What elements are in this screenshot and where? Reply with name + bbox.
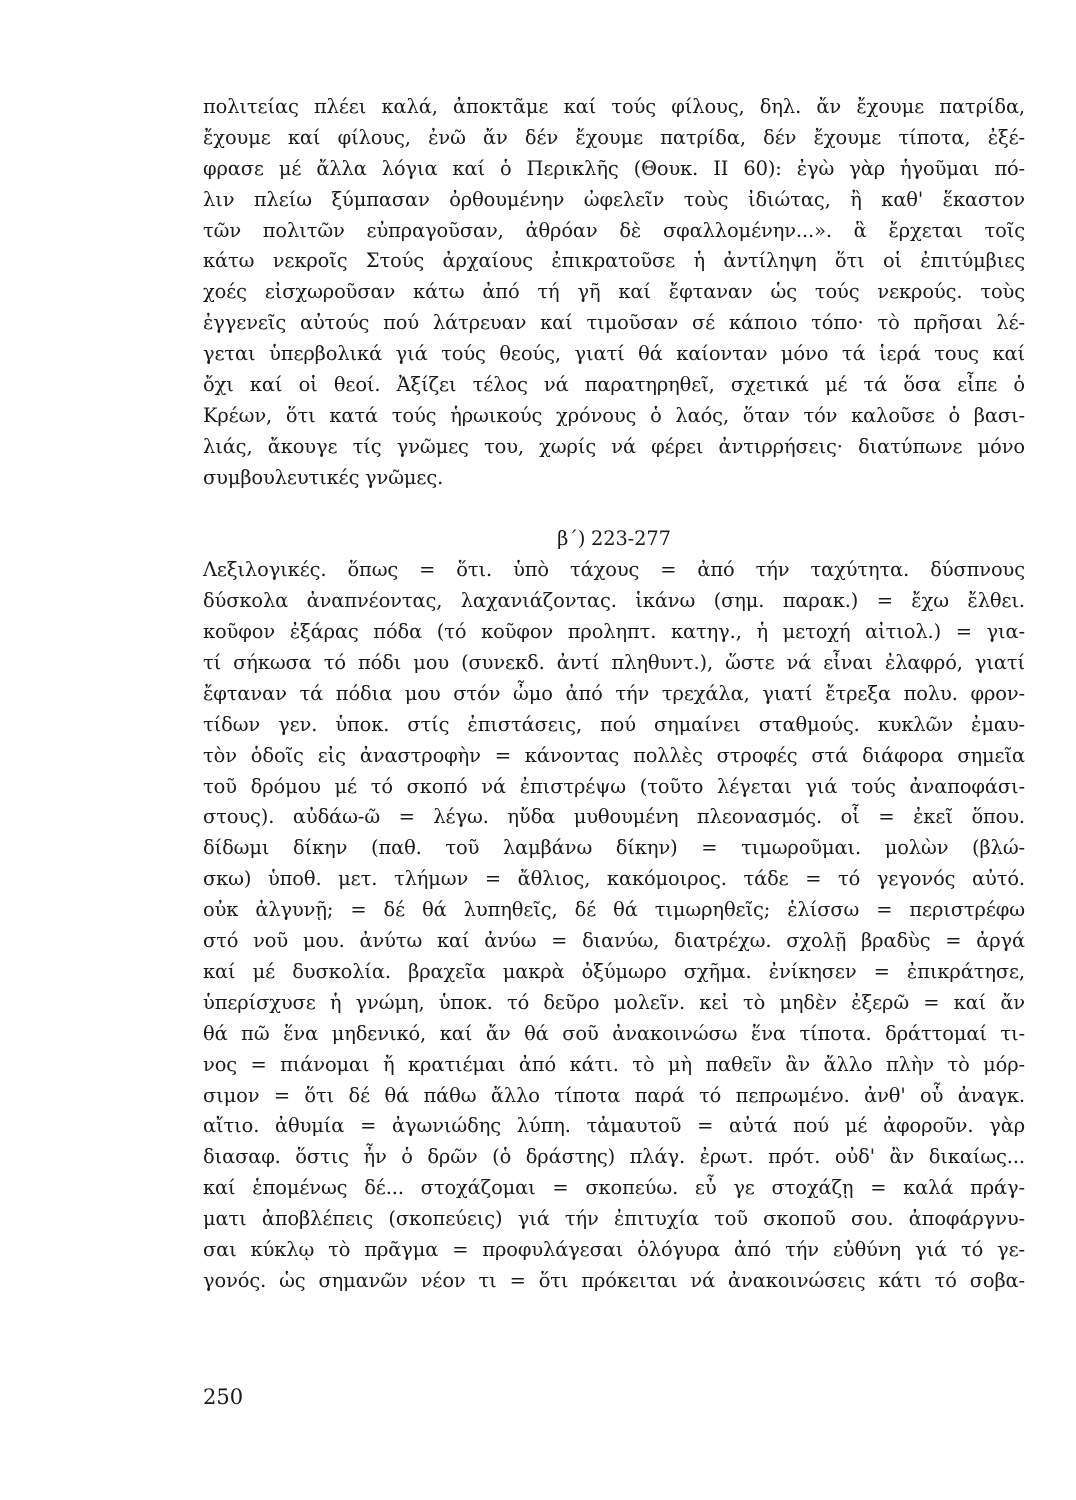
text-line: συμβουλευτικές γνῶμες. (203, 465, 444, 489)
main-text-block (203, 92, 1025, 1297)
text-line: δίδωμι δίκην (παθ. τοῦ λαμβάνω δίκην) = τιμωροῦμαι. μολὼν (βλώ- (203, 836, 1025, 860)
text-line: νος = πιάνομαι ἤ κρατιέμαι ἀπό κάτι. τὸ μὴ παθεῖν ἂν ἄλλο πλὴν τὸ μόρ- (203, 1052, 1025, 1076)
text-line: ἔχουμε καί φίλους, ἐνῶ ἄν δέν ἔχουμε πατρίδα, δέν ἔχουμε τίποτα, ἐξέ- (203, 125, 1025, 149)
text-line: αἴτιο. ἀθυμία = ἀγωνιώδης λύπη. τἀμαυτοῦ = αὐτά πού μέ ἀφοροῦν. γὰρ (203, 1114, 1025, 1138)
text-line: ἔφταναν τά πόδια μου στόν ὦμο ἀπό τήν τρεχάλα, γιατί ἔτρεξα πολυ. φρον- (203, 681, 1025, 705)
text-line: ὑπερίσχυσε ἡ γνώμη, ὑποκ. τό δεῦρο μολεῖν. κεἰ τὸ μηδὲν ἐξερῶ = καί ἄν (203, 990, 1025, 1014)
text-line: δύσκολα ἀναπνέοντας, λαχανιάζοντας. ἱκάνω (σημ. παρακ.) = ἔχω ἔλθει. (203, 589, 1025, 613)
text-line: κοῦφον ἐξάρας πόδα (τό κοῦφον προληπτ. κατηγ., ἡ μετοχή αἰτιολ.) = για- (203, 620, 1025, 644)
text-line: ὄχι καί οἱ θεοί. Ἀξίζει τέλος νά παρατηρηθεῖ, σχετικά μέ τά ὅσα εἶπε ὁ (203, 373, 1025, 397)
text-line: τίδων γεν. ὑποκ. στίς ἐπιστάσεις, πού σημαίνει σταθμούς. κυκλῶν ἐμαυ- (203, 712, 1025, 736)
text-line: γεται ὑπερβολικά γιά τούς θεούς, γιατί θά καίονταν μόνο τά ἱερά τους καί (203, 342, 1025, 366)
section-heading: β΄) 223-277 (557, 527, 671, 551)
text-line: τὸν ὁδοῖς εἰς ἀναστροφὴν = κάνοντας πολλὲς στροφές στά διάφορα σημεῖα (203, 743, 1025, 767)
text-line: Λεξιλογικές. ὅπως = ὅτι. ὑπὸ τάχους = ἀπό τήν ταχύτητα. δύσπνους (203, 558, 1025, 582)
text-line: ματι ἀποβλέπεις (σκοπεύεις) γιά τήν ἐπιτυχία τοῦ σκοποῦ σου. ἀποφάργνυ- (203, 1207, 1025, 1231)
blank-line (203, 494, 1025, 525)
text-line: κάτω νεκροῖς Στούς ἀρχαίους ἐπικρατοῦσε ἡ ἀντίληψη ὅτι οἱ ἐπιτύμβιες (203, 249, 1025, 273)
text-line: διασαφ. ὅστις ἦν ὁ δρῶν (ὁ δράστης) πλάγ. ἐρωτ. πρότ. οὐδ' ἂν δικαίως... (203, 1145, 1025, 1169)
page-number: 250 (203, 1385, 244, 1409)
text-line: στους). αὐδάω-ῶ = λέγω. ηὔδα μυθουμένη πλεονασμός. οἷ = ἐκεῖ ὅπου. (203, 805, 1025, 829)
text-line: λιάς, ἄκουγε τίς γνῶμες του, χωρίς νά φέρει ἀντιρρήσεις· διατύπωνε μόνο (203, 434, 1025, 458)
text-line: γονός. ὡς σημανῶν νέον τι = ὅτι πρόκειται νά ἀνακοινώσεις κάτι τό σοβα- (203, 1268, 1025, 1292)
text-line: πολιτείας πλέει καλά, ἀποκτᾶμε καί τούς φίλους, δηλ. ἄν ἔχουμε πατρίδα, (203, 95, 1025, 118)
text-line: χοές εἰσχωροῦσαν κάτω ἀπό τή γῆ καί ἔφταναν ὡς τούς νεκρούς. τοὺς (203, 280, 1025, 304)
text-line: θά πῶ ἕνα μηδενικό, καί ἄν θά σοῦ ἀνακοινώσω ἕνα τίποτα. δράττομαί τι- (203, 1021, 1025, 1045)
text-line: καί ἑπομένως δέ... στοχάζομαι = σκοπεύω. εὖ γε στοχάζῃ = καλά πράγ- (203, 1176, 1025, 1200)
text-line: λιν πλείω ξύμπασαν ὀρθουμένην ὠφελεῖν τοὺς ἰδιώτας, ἢ καθ' ἕκαστον (203, 187, 1025, 211)
text-line: τῶν πολιτῶν εὐπραγοῦσαν, ἀθρόαν δὲ σφαλλομένην...». ἃ ἔρχεται τοῖς (203, 218, 1025, 242)
text-line: σιμον = ὅτι δέ θά πάθω ἄλλο τίποτα παρά τό πεπρωμένο. ἀνθ' οὗ ἀναγκ. (203, 1083, 1025, 1107)
text-line: ἐγγενεῖς αὐτούς πού λάτρευαν καί τιμοῦσαν σέ κάποιο τόπο· τὸ πρῆσαι λέ- (203, 311, 1025, 335)
text-line: οὐκ ἀλγυνῇ; = δέ θά λυπηθεῖς, δέ θά τιμωρηθεῖς; ἑλίσσω = περιστρέφω (203, 898, 1025, 922)
text-line: σκω) ὑποθ. μετ. τλήμων = ἄθλιος, κακόμοιρος. τάδε = τό γεγονός αὐτό. (203, 867, 1025, 891)
commentary-paragraph (203, 92, 1025, 494)
text-line: τοῦ δρόμου μέ τό σκοπό νά ἐπιστρέψω (τοῦτο λέγεται γιά τούς ἀναποφάσι- (203, 774, 1025, 798)
text-line: φρασε μέ ἄλλα λόγια καί ὁ Περικλῆς (Θουκ. II 60): ἐγὼ γὰρ ἡγοῦμαι πό- (203, 156, 1025, 180)
text-line: τί σήκωσα τό πόδι μου (συνεκδ. ἀντί πληθυντ.), ὥστε νά εἶναι ἐλαφρό, γιατί (203, 651, 1025, 675)
text-line: στό νοῦ μου. ἀνύτω καί ἀνύω = διανύω, διατρέχω. σχολῇ βραδὺς = ἀργά (203, 929, 1025, 953)
text-line: σαι κύκλῳ τὸ πρᾶγμα = προφυλάγεσαι ὁλόγυρα ἀπό τήν εὐθύνη γιά τό γε- (203, 1237, 1025, 1261)
text-line: Κρέων, ὅτι κατά τούς ἡρωικούς χρόνους ὁ λαός, ὅταν τόν καλοῦσε ὁ βασι- (203, 403, 1025, 427)
text-line: καί μέ δυσκολία. βραχεῖα μακρὰ ὀξύμωρο σχῆμα. ἐνίκησεν = ἐπικράτησε, (203, 959, 1025, 983)
glossary-paragraph (203, 555, 1025, 1296)
